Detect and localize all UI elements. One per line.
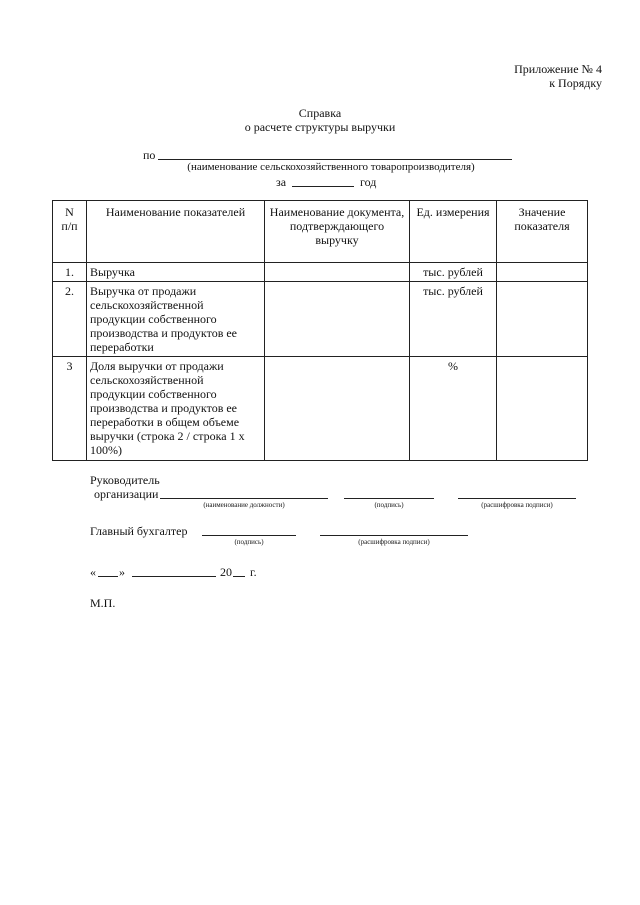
date-month-line bbox=[132, 576, 216, 577]
accountant-signature-line bbox=[202, 535, 296, 536]
accountant-label: Главный бухгалтер bbox=[90, 524, 188, 538]
appendix-number: Приложение № 4 bbox=[514, 62, 602, 76]
date-year-prefix: 20 bbox=[220, 565, 232, 579]
accountant-decode-caption: (расшифровка подписи) bbox=[358, 538, 430, 546]
date-year-line bbox=[233, 576, 245, 577]
producer-name-line bbox=[158, 159, 512, 160]
date-open-quote: « bbox=[90, 565, 96, 579]
decode-caption: (расшифровка подписи) bbox=[481, 501, 553, 509]
table-header-row bbox=[53, 201, 588, 263]
for-label: за bbox=[276, 175, 287, 189]
year-line bbox=[292, 186, 354, 187]
row-value bbox=[497, 357, 588, 461]
position-caption: (наименование должности) bbox=[203, 501, 285, 509]
header-unit: Ед. измерения bbox=[410, 201, 497, 263]
table-row bbox=[53, 263, 588, 282]
by-label: по bbox=[143, 148, 156, 162]
head-label: Руководитель bbox=[90, 473, 160, 487]
header-document: Наименование документа, подтверждающего выручку bbox=[265, 201, 410, 263]
row-document bbox=[265, 357, 410, 461]
row-unit: тыс. рублей bbox=[410, 263, 497, 282]
row-indicator: Выручка от продажи сельскохозяйственной продукции собственного производства и продуктов ее переработки bbox=[87, 282, 265, 357]
header-number-line-1: N bbox=[65, 205, 74, 219]
row-number: 2. bbox=[53, 282, 87, 357]
document-title: Справка bbox=[298, 106, 342, 120]
row-document bbox=[265, 263, 410, 282]
producer-caption: (наименование сельскохозяйственного товаропроизводителя) bbox=[187, 161, 475, 173]
decode-line bbox=[458, 498, 576, 499]
table-row bbox=[53, 357, 588, 461]
row-indicator: Доля выручки от продажи сельскохозяйственной продукции собственного производства и продуктов ее переработки в общем объеме выручки (строка 2 / строка 1 x 100%) bbox=[87, 357, 265, 461]
revenue-structure-table bbox=[52, 200, 588, 461]
row-unit: тыс. рублей bbox=[410, 282, 497, 357]
stamp-place: М.П. bbox=[90, 596, 116, 610]
accountant-decode-line bbox=[320, 535, 468, 536]
row-unit: % bbox=[410, 357, 497, 461]
row-document bbox=[265, 282, 410, 357]
header-value: Значение показателя bbox=[497, 201, 588, 263]
organization-label: организации bbox=[94, 487, 159, 501]
position-line bbox=[160, 498, 328, 499]
date-day-line bbox=[98, 576, 118, 577]
header-number bbox=[53, 201, 87, 263]
row-indicator: Выручка bbox=[87, 263, 265, 282]
signature-caption: (подпись) bbox=[374, 501, 404, 509]
date-close-quote: » bbox=[119, 565, 125, 579]
table-row bbox=[53, 282, 588, 357]
row-value bbox=[497, 282, 588, 357]
header-indicator: Наименование показателей bbox=[87, 201, 265, 263]
header-number-line-2: п/п bbox=[61, 219, 78, 233]
appendix-order: к Порядку bbox=[549, 76, 602, 90]
row-number: 1. bbox=[53, 263, 87, 282]
document-subtitle: о расчете структуры выручки bbox=[244, 120, 396, 134]
row-value bbox=[497, 263, 588, 282]
accountant-signature-caption: (подпись) bbox=[234, 538, 264, 546]
row-number: 3 bbox=[53, 357, 87, 461]
date-year-suffix: г. bbox=[250, 565, 257, 579]
year-label: год bbox=[360, 175, 377, 189]
signature-line bbox=[344, 498, 434, 499]
